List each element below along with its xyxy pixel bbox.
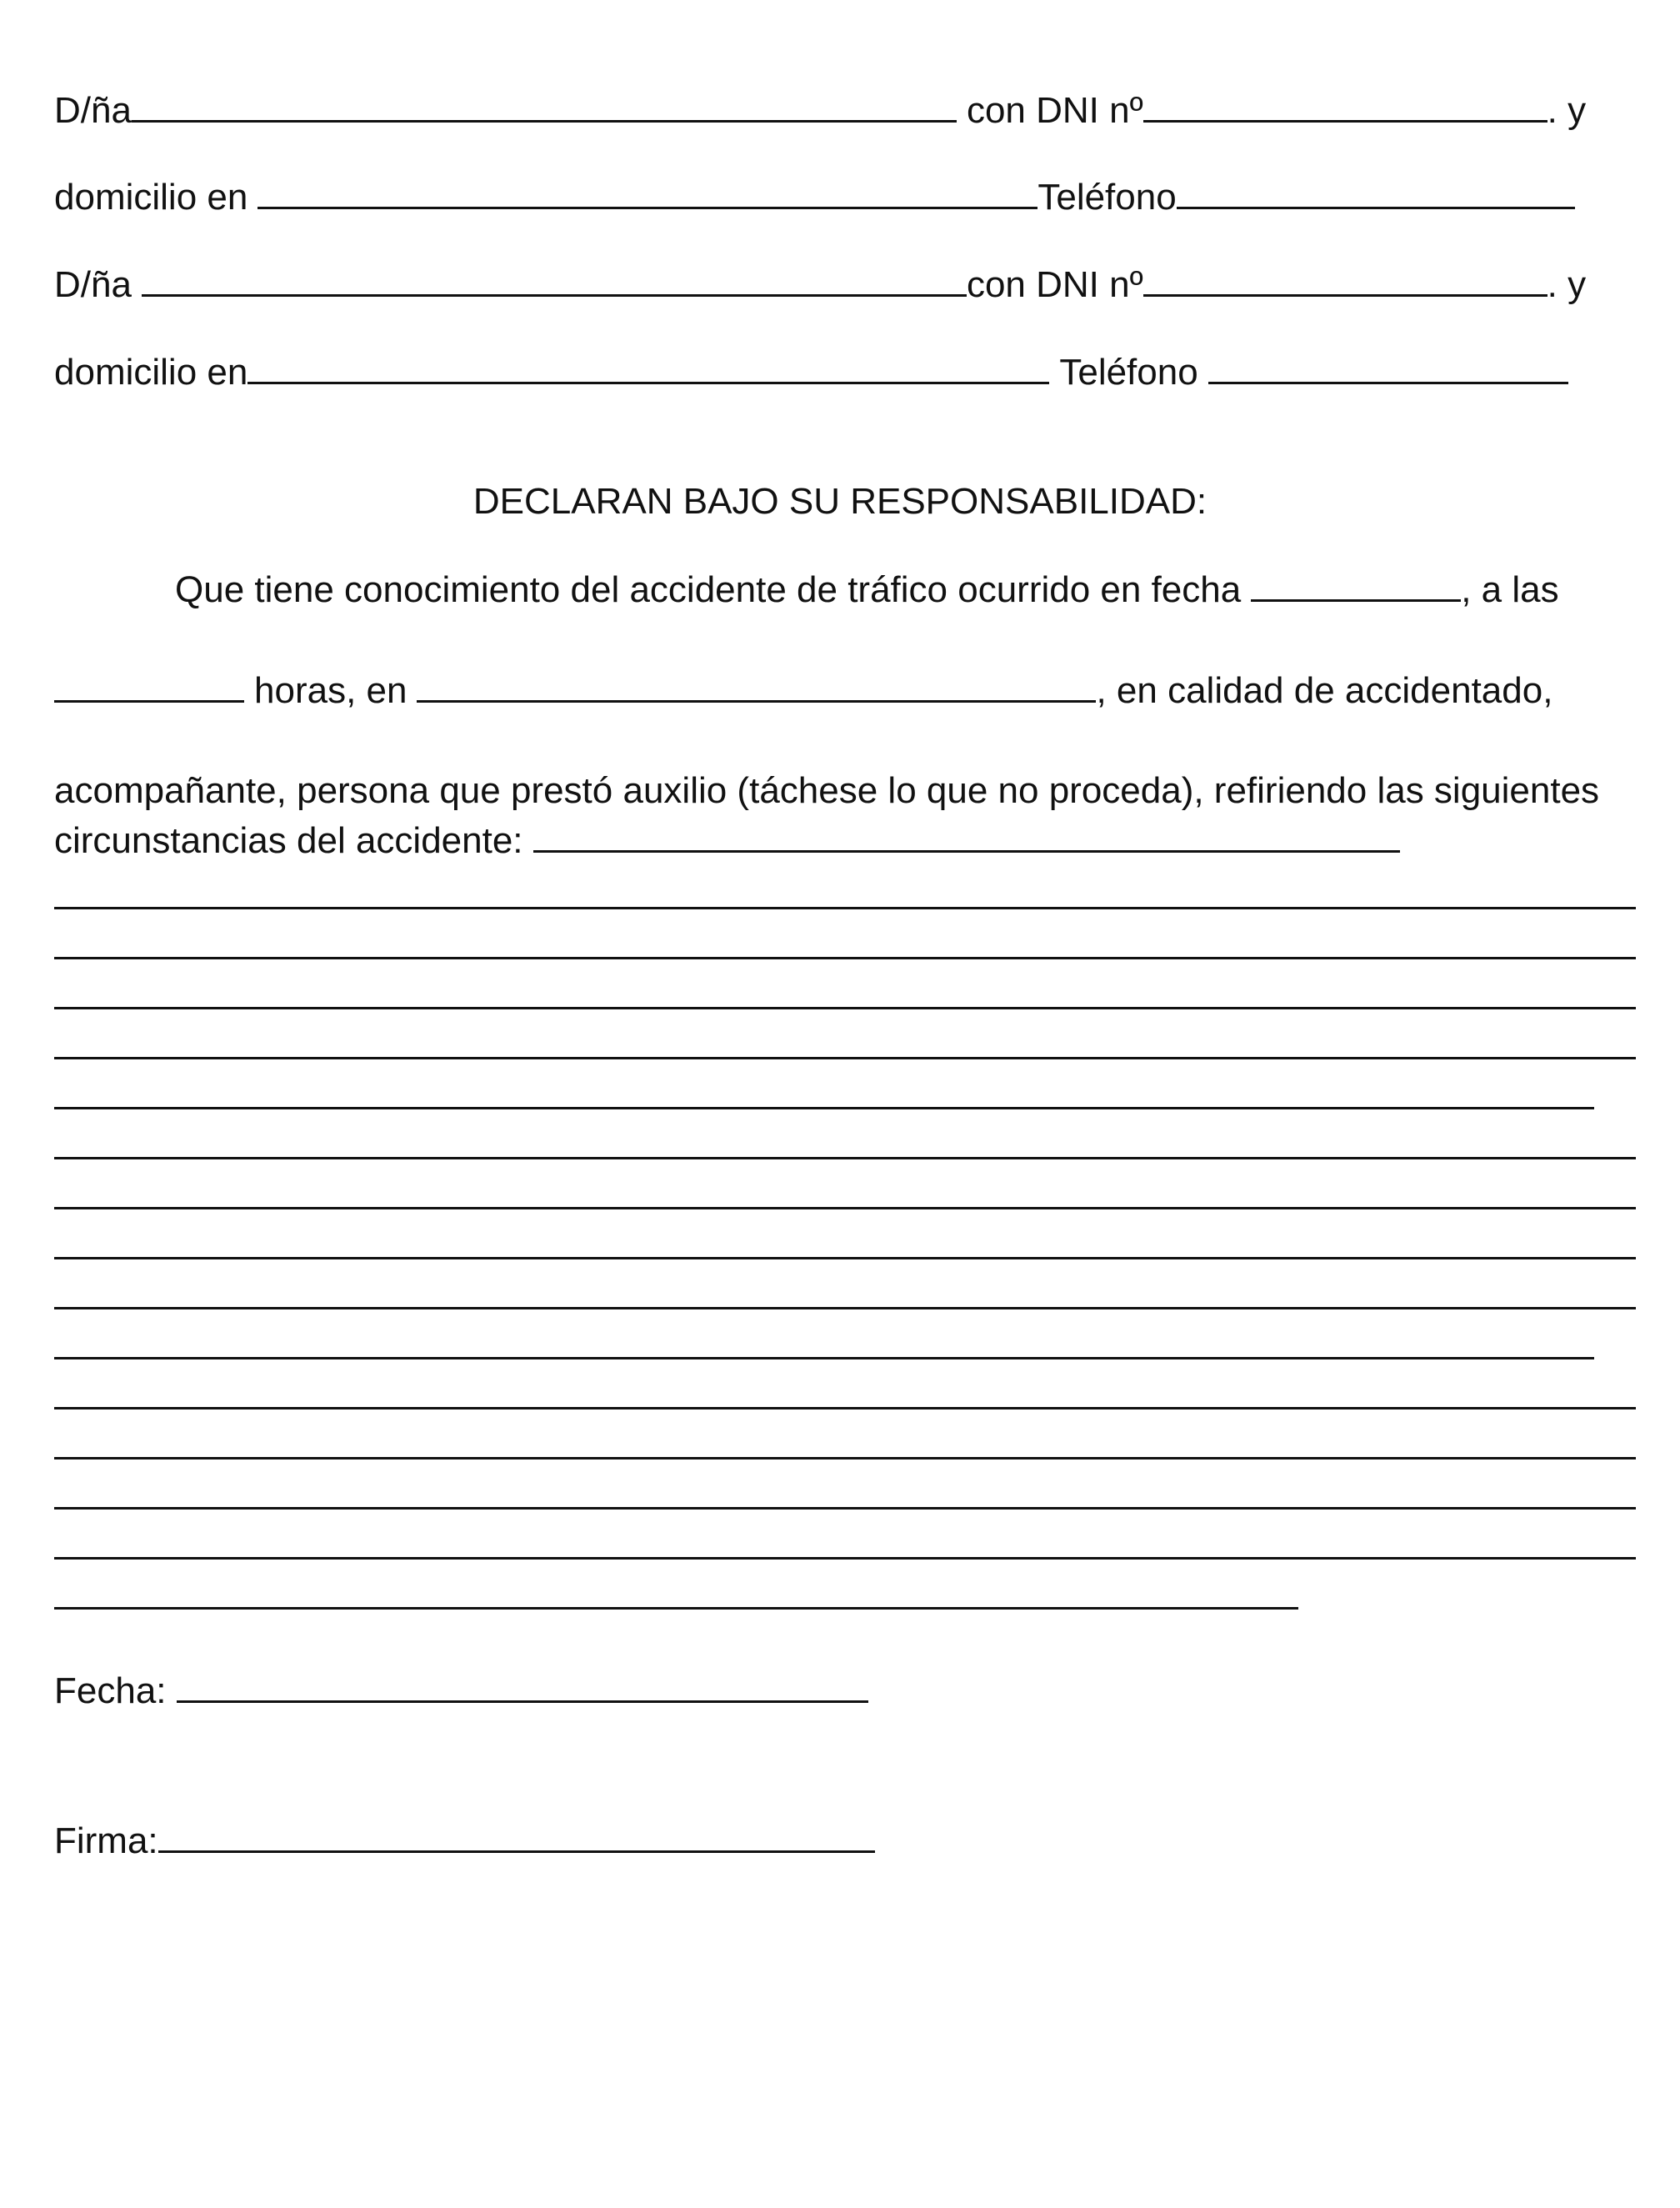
circumstance-line[interactable] xyxy=(54,1557,1636,1560)
accident-date-field[interactable] xyxy=(1251,566,1461,602)
signature-row xyxy=(54,1817,1642,1865)
person2-name-row xyxy=(54,261,1642,308)
statement-at: , a las xyxy=(1461,569,1559,610)
statement-role: , en calidad de accidentado, xyxy=(1096,670,1553,711)
person1-address-field[interactable] xyxy=(258,173,1038,209)
circumstance-line[interactable] xyxy=(54,1407,1636,1409)
circumstance-line[interactable] xyxy=(54,1257,1636,1259)
person2-address-field[interactable] xyxy=(248,348,1049,384)
person1-address-row xyxy=(54,173,1642,221)
circumstance-line[interactable] xyxy=(54,1107,1594,1109)
circumstance-line[interactable] xyxy=(54,1007,1636,1009)
statement-hours: horas, en xyxy=(254,670,408,711)
person1-address-label: domicilio en xyxy=(54,177,248,218)
circumstance-line[interactable] xyxy=(54,1157,1636,1159)
person2-name-field[interactable] xyxy=(142,261,967,297)
statement-line-1 xyxy=(175,566,1642,613)
person2-address-row xyxy=(54,348,1642,396)
circumstance-line[interactable] xyxy=(54,957,1636,959)
statement-line4-text: circunstancias del accidente: xyxy=(54,820,523,861)
person2-name-label: D/ña xyxy=(54,264,132,305)
circumstance-line[interactable] xyxy=(54,1507,1636,1510)
declaration-heading: DECLARAN BAJO SU RESPONSABILIDAD: xyxy=(472,481,1208,522)
circumstances-first-field[interactable] xyxy=(533,817,1400,853)
person1-dni-label: con DNI nº xyxy=(966,90,1143,131)
person1-name-field[interactable] xyxy=(132,87,957,123)
person1-phone-field[interactable] xyxy=(1177,173,1575,209)
circumstance-line[interactable] xyxy=(54,907,1636,909)
statement-line3-text: acompañante, persona que prestó auxilio (táchese lo que no proceda), refiriendo las siguientes xyxy=(54,770,1600,811)
person2-phone-field[interactable] xyxy=(1208,348,1568,384)
statement-line-3 xyxy=(54,768,1680,814)
signature-label: Firma: xyxy=(54,1820,158,1861)
person2-dni-label: con DNI nº xyxy=(966,264,1143,305)
statement-line-4 xyxy=(54,817,1642,864)
accident-place-field[interactable] xyxy=(417,667,1096,703)
person1-dni-end: . y xyxy=(1547,90,1587,131)
accident-time-field[interactable] xyxy=(54,667,244,703)
signature-field[interactable] xyxy=(158,1817,875,1853)
circumstance-line[interactable] xyxy=(54,1607,1298,1610)
person1-name-row xyxy=(54,87,1642,134)
statement-line-2 xyxy=(54,667,1642,714)
person1-name-label: D/ña xyxy=(54,90,132,131)
circumstance-line[interactable] xyxy=(54,1357,1594,1359)
date-label: Fecha: xyxy=(54,1670,167,1711)
person2-dni-end: . y xyxy=(1547,264,1587,305)
circumstance-line[interactable] xyxy=(54,1307,1636,1309)
circumstance-line[interactable] xyxy=(54,1207,1636,1209)
circumstance-line[interactable] xyxy=(54,1457,1636,1459)
date-field[interactable] xyxy=(177,1667,868,1703)
circumstance-line[interactable] xyxy=(54,1057,1636,1059)
person1-phone-label: Teléfono xyxy=(1038,177,1177,218)
date-row xyxy=(54,1667,1642,1715)
person1-dni-field[interactable] xyxy=(1143,87,1548,123)
statement-intro: Que tiene conocimiento del accidente de tráfico ocurrido en fecha xyxy=(175,569,1242,610)
person2-phone-label: Teléfono xyxy=(1059,352,1198,393)
person2-dni-field[interactable] xyxy=(1143,261,1548,297)
person2-address-label: domicilio en xyxy=(54,352,248,393)
